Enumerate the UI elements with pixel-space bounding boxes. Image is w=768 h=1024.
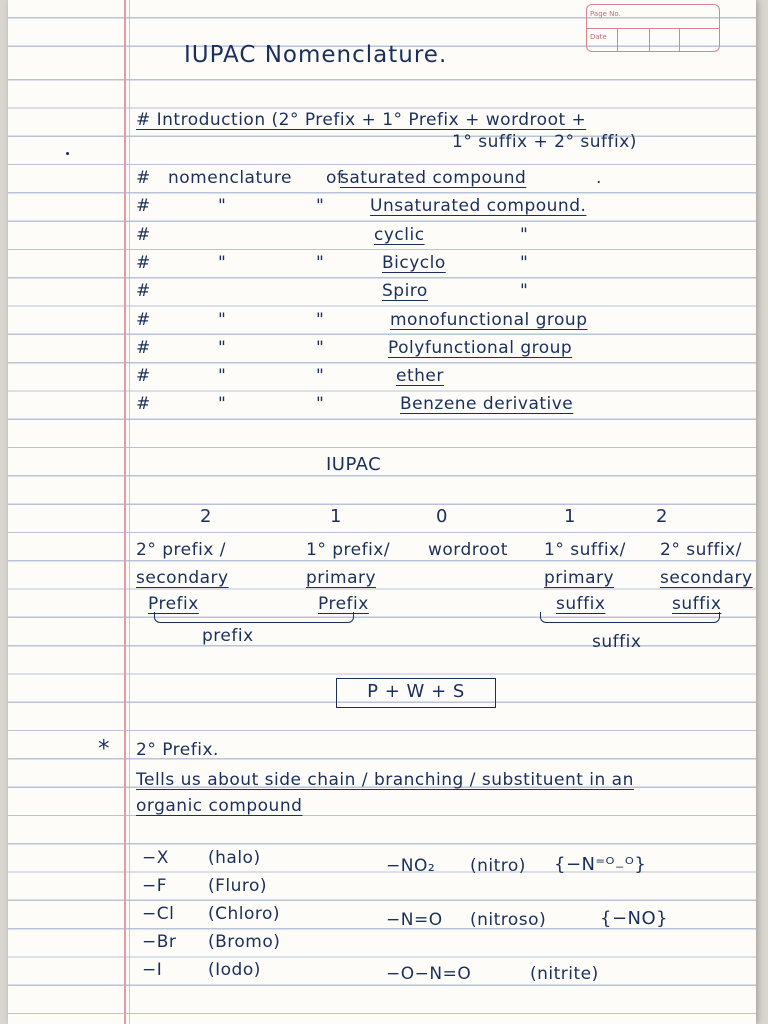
suffix-group-label: suffix [592, 632, 642, 652]
substituent-name: (Fluro) [208, 876, 268, 896]
topic-col-1: " [218, 338, 227, 358]
substituent-symbol: −Br [142, 932, 177, 952]
part-label: 2° prefix / [136, 540, 226, 560]
margin-line [124, 0, 126, 1024]
part-number: 1 [330, 506, 342, 527]
topic-col-2: " [316, 338, 325, 358]
stray-dot [66, 152, 69, 155]
topic-name: saturated compound [340, 168, 527, 188]
substituent-symbol: −NO₂ [386, 856, 436, 876]
topic-hash: # [136, 310, 151, 330]
topic-ditto: " [520, 225, 529, 245]
part-label-3: suffix [556, 594, 606, 614]
prefix-brace [154, 612, 354, 623]
topic-col-2: " [316, 196, 325, 216]
topic-col-2: " [316, 310, 325, 330]
substituent-structure: {−N⁼ᴼ₋ᴼ} [554, 854, 647, 875]
topic-name: cyclic [374, 225, 425, 245]
prefix-group-label: prefix [202, 626, 254, 646]
date-label: Date [590, 33, 607, 41]
notebook-page [8, 0, 756, 1024]
topic-ditto: . [596, 168, 602, 188]
page-date-box [586, 4, 720, 52]
topic-col-1: " [218, 253, 227, 273]
topic-name: ether [396, 366, 444, 386]
part-label: 2° suffix/ [660, 540, 742, 560]
part-number: 2 [200, 506, 212, 527]
topic-col-2: " [316, 366, 325, 386]
substituent-name: (nitro) [470, 856, 526, 876]
substituent-symbol: −N=O [386, 910, 443, 930]
intro-line-1: # Introduction (2° Prefix + 1° Prefix + wordroot + [136, 110, 587, 130]
part-number: 2 [656, 506, 668, 527]
topic-name: Polyfunctional group [388, 338, 573, 358]
topic-hash: # [136, 253, 151, 273]
part-label: wordroot [428, 540, 508, 560]
substituent-symbol: −X [142, 848, 169, 868]
part-label-2: secondary [660, 568, 753, 588]
topic-col-1: " [218, 366, 227, 386]
substituent-name: (Bromo) [208, 932, 281, 952]
substituent-name: (Iodo) [208, 960, 261, 980]
part-label: 1° prefix/ [306, 540, 391, 560]
topic-hash: # [136, 281, 151, 301]
topic-ditto: " [520, 281, 529, 301]
topic-hash: # [136, 338, 151, 358]
topic-col-2: " [316, 253, 325, 273]
topic-hash: # [136, 196, 151, 216]
substituent-symbol: −O−N=O [386, 964, 472, 984]
topic-col-1: nomenclature [168, 168, 292, 188]
secondary-prefix-heading: 2° Prefix. [136, 740, 219, 760]
topic-hash: # [136, 394, 151, 414]
part-label-2: secondary [136, 568, 229, 588]
substituent-name: (halo) [208, 848, 261, 868]
substituent-name: (nitrite) [530, 964, 599, 984]
secondary-prefix-line-1: Tells us about side chain / branching / substituent in an [136, 770, 634, 790]
formula-box [336, 678, 496, 708]
substituent-symbol: −F [142, 876, 168, 896]
topic-name: Spiro [382, 281, 428, 301]
substituent-name: (nitroso) [470, 910, 547, 930]
topic-col-1: " [218, 394, 227, 414]
topic-name: Bicyclo [382, 253, 446, 273]
part-number: 1 [564, 506, 576, 527]
part-label-3: Prefix [318, 594, 369, 614]
part-label-3: Prefix [148, 594, 199, 614]
substituent-symbol: −Cl [142, 904, 175, 924]
topic-hash: # [136, 168, 151, 188]
part-label: 1° suffix/ [544, 540, 626, 560]
page-title: IUPAC Nomenclature. [184, 42, 448, 68]
topic-col-2: of [326, 168, 344, 188]
iupac-heading: IUPAC [326, 454, 382, 475]
topic-hash: # [136, 366, 151, 386]
substituent-symbol: −I [142, 960, 163, 980]
star-bullet: * [98, 736, 111, 762]
part-number: 0 [436, 506, 448, 527]
topic-name: monofunctional group [390, 310, 588, 330]
substituent-structure: {−NO} [600, 908, 669, 929]
formula-text: P + W + S [367, 681, 465, 702]
page-no-label: Page No. [590, 10, 621, 18]
topic-ditto: " [520, 253, 529, 273]
part-label-2: primary [544, 568, 615, 588]
topic-col-1: " [218, 310, 227, 330]
part-label-2: primary [306, 568, 377, 588]
intro-line-2: 1° suffix + 2° suffix) [452, 132, 637, 152]
substituent-name: (Chloro) [208, 904, 281, 924]
suffix-brace [540, 612, 720, 623]
margin-line-inner [129, 0, 130, 1024]
secondary-prefix-line-2: organic compound [136, 796, 303, 816]
topic-col-1: " [218, 196, 227, 216]
topic-name: Benzene derivative [400, 394, 574, 414]
topic-hash: # [136, 225, 151, 245]
part-label-3: suffix [672, 594, 722, 614]
topic-col-2: " [316, 394, 325, 414]
topic-name: Unsaturated compound. [370, 196, 587, 216]
